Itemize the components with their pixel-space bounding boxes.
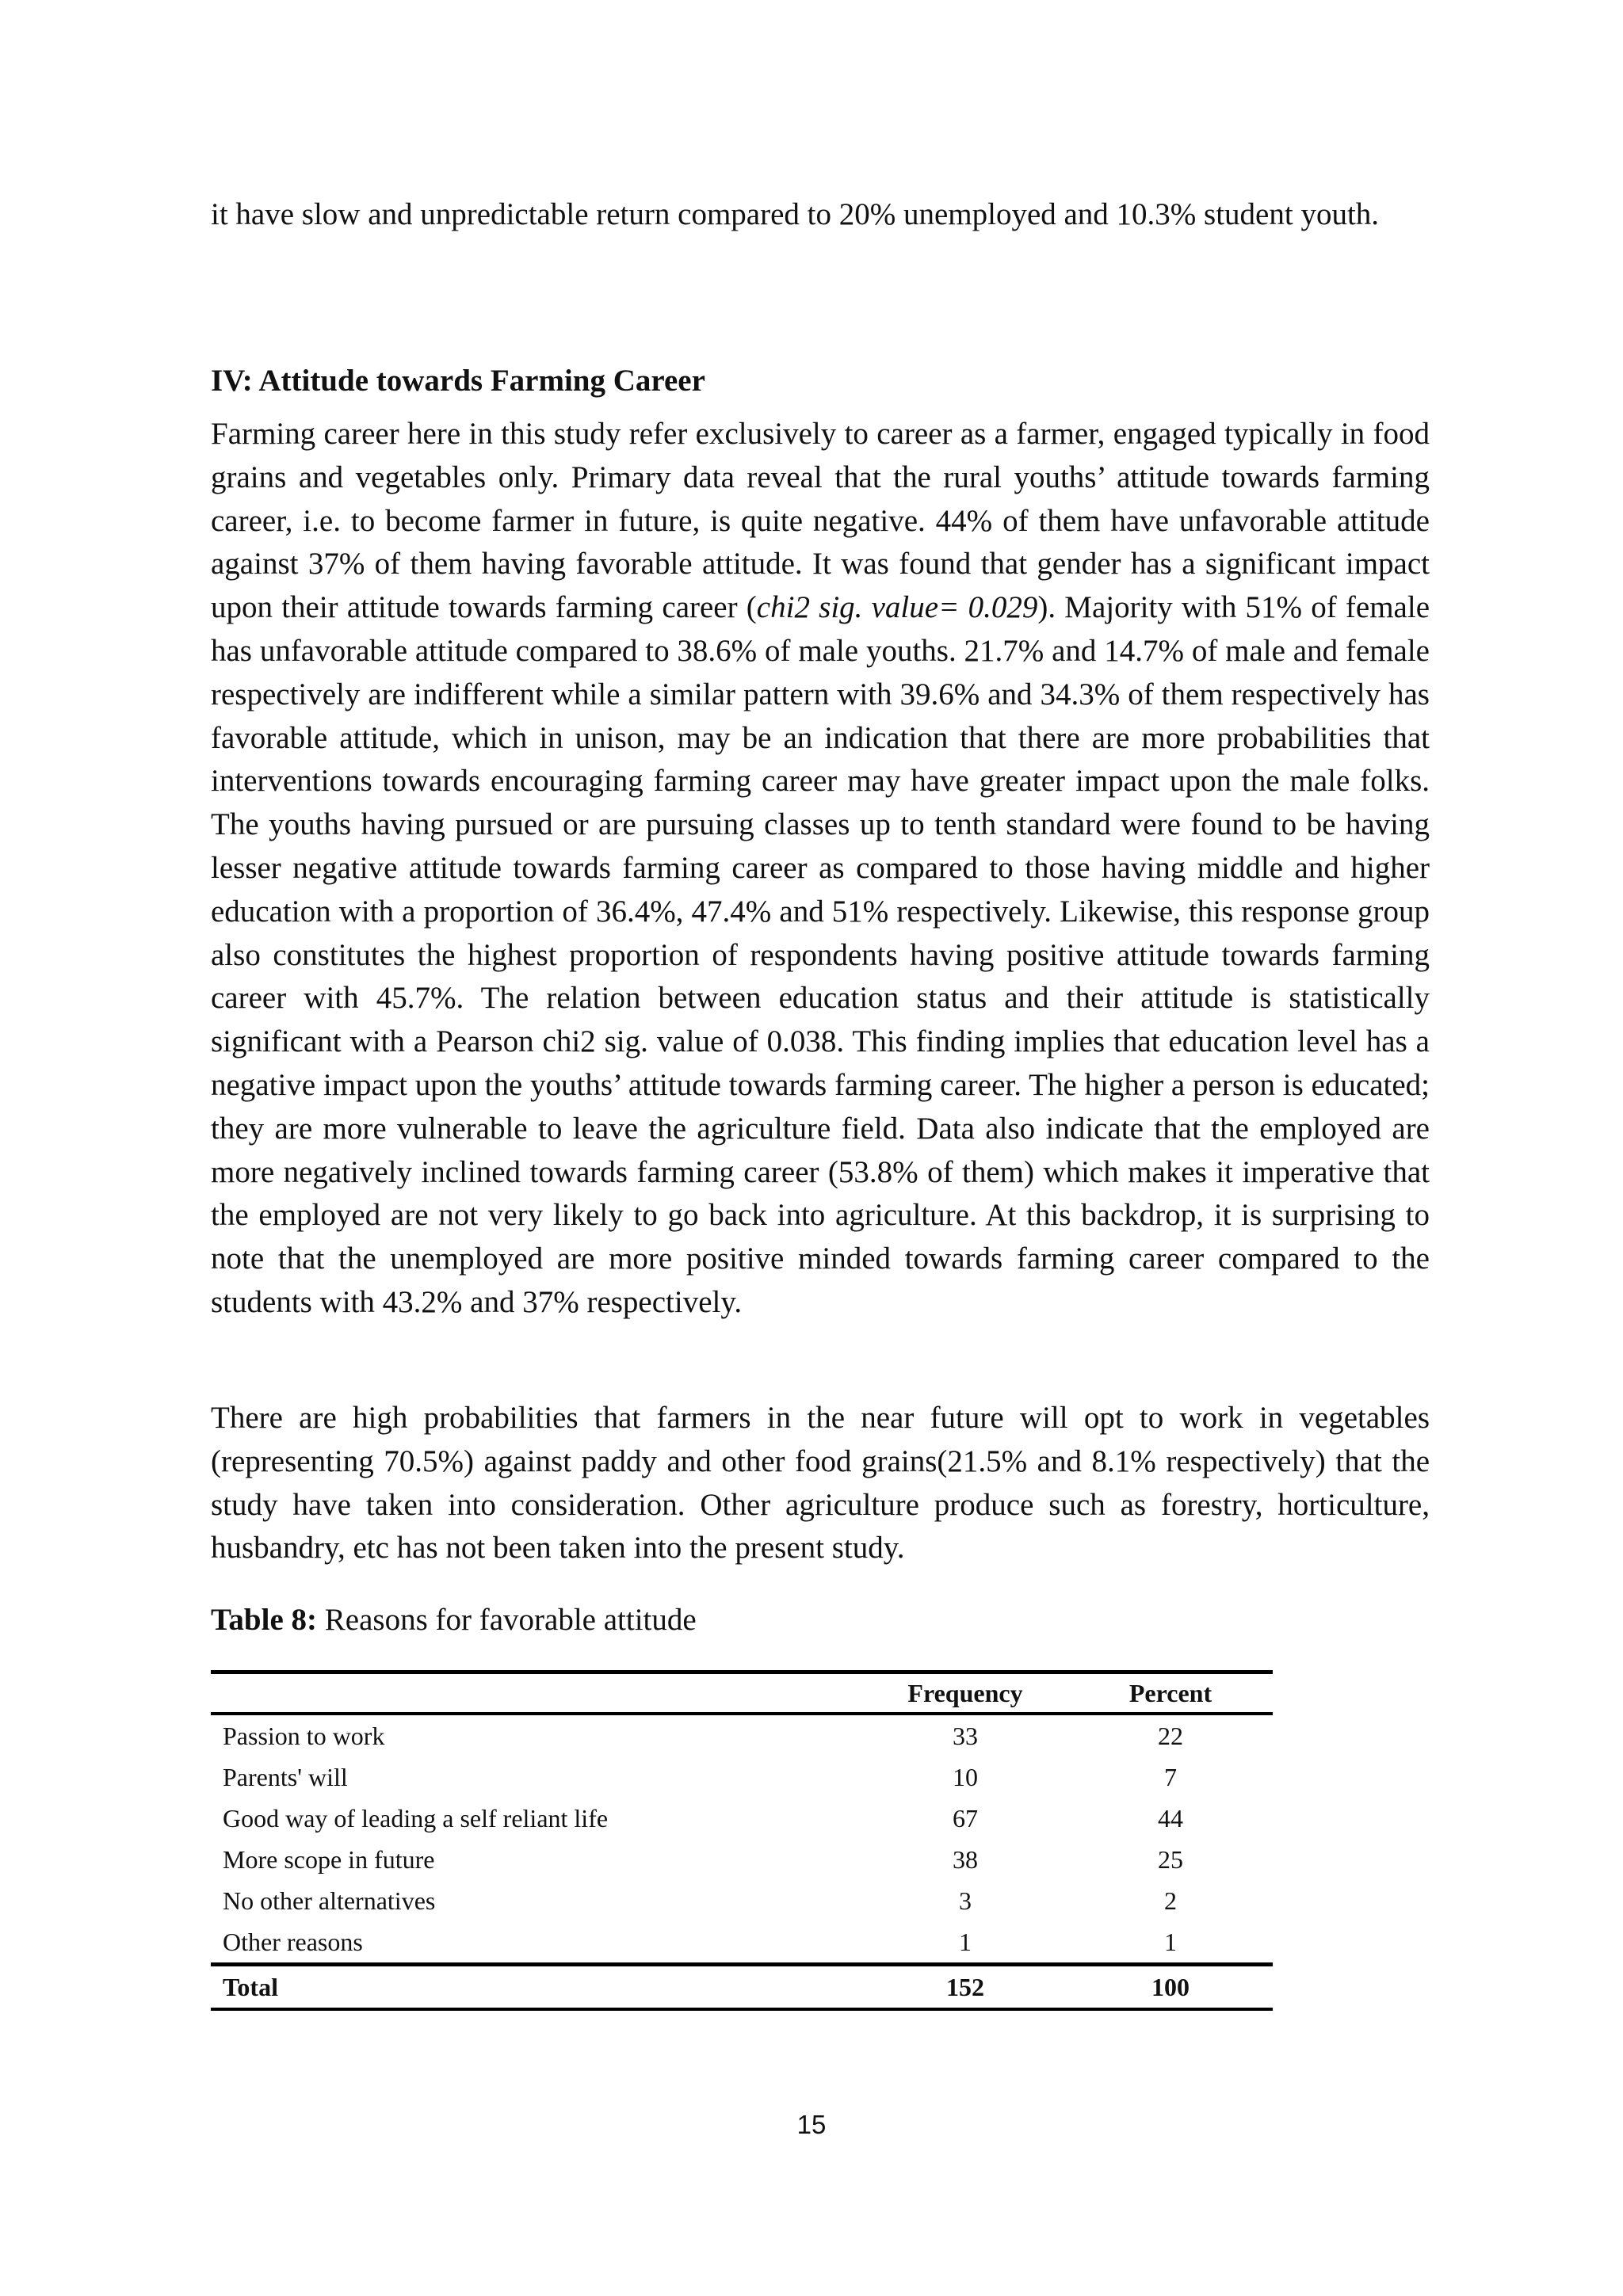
table-row <box>211 1880 1273 1921</box>
farming-text-part-1: Farming career here in this study refer exclusively to career as a farmer, engaged typically in food grains and vegetables only. Primary data reveal that the rural youths’ attitude towards farming career, i.e. to become farmer in future, is quite negative. 44% of them have unfavorable attitude against 37% of them having favorable attitude. It was found that gender has a significant impact upon their attitude towards farming career ( <box>211 417 1430 625</box>
page-number: 15 <box>796 2110 827 2139</box>
reasons-table <box>211 1670 1273 2011</box>
probability-paragraph: There are high probabilities that farmers in the near future will opt to work in vegetables (representing 70.5%) against paddy and other food grains(21.5% and 8.1% respectively) that the study have taken into consideration. Other agriculture produce such as forestry, horticulture, husbandry, etc has not been taken into the present study. <box>211 1401 1430 1566</box>
row-label: More scope in future <box>223 1845 435 1874</box>
row-percent: 2 <box>1164 1886 1177 1915</box>
row-label: Parents' will <box>223 1763 348 1791</box>
table-header-row <box>211 1672 1273 1714</box>
row-frequency: 33 <box>953 1722 978 1750</box>
table-row <box>211 1714 1273 1756</box>
row-percent: 22 <box>1158 1722 1183 1750</box>
table-caption-text: Reasons for favorable attitude <box>317 1603 697 1637</box>
section-heading: IV: Attitude towards Farming Career <box>211 364 705 398</box>
table-container <box>211 1670 1273 2011</box>
total-label: Total <box>211 1965 862 2010</box>
total-percent: 100 <box>1068 1965 1273 2010</box>
header-frequency: Frequency <box>862 1672 1068 1714</box>
row-label: Passion to work <box>223 1722 385 1750</box>
table-row <box>211 1798 1273 1839</box>
farming-text-part-2: ). Majority with 51% of female has unfavorable attitude compared to 38.6% of male youths. 21.7% and 14.7% of male and female respectively are indifferent while a similar pattern with 39.6% and 34.3% of them respectively has favorable attitude, which in unison, may be an indication that there are more probabilities that interventions towards encouraging farming career may have greater impact upon the male folks. The youths having pursued or are pursuing classes up to tenth standard were found to be having lesser negative attitude towards farming career as compared to those having middle and higher education with a proportion of 36.4%, 47.4% and 51% respectively. Likewise, this response group also constitutes the highest proportion of respondents having positive attitude towards farming career with 45.7%. The relation between education status and their attitude is statistically significant with a Pearson chi2 sig. value of 0.038. This finding implies that education level has a negative impact upon the youths’ attitude towards farming career. The higher a person is educated; they are more vulnerable to leave the agriculture field. Data also indicate that the employed are more negatively inclined towards farming career (53.8% of them) which makes it imperative that the employed are not very likely to go back into agriculture. At this backdrop, it is surprising to note that the unemployed are more positive minded towards farming career compared to the students with 43.2% and 37% respectively. <box>211 590 1430 1319</box>
row-frequency: 38 <box>953 1845 978 1874</box>
table-row <box>211 1839 1273 1880</box>
table-caption-label: Table 8: <box>211 1603 318 1637</box>
table-row <box>211 1756 1273 1798</box>
table-row <box>211 1921 1273 1965</box>
row-label: Good way of leading a self reliant life <box>223 1804 609 1833</box>
row-frequency: 1 <box>862 1921 1068 1965</box>
farming-career-paragraph <box>211 413 1430 1325</box>
continued-paragraph: it have slow and unpredictable return compared to 20% unemployed and 10.3% student youth. <box>211 197 1380 231</box>
row-percent: 1 <box>1068 1921 1273 1965</box>
row-percent: 25 <box>1158 1845 1183 1874</box>
row-percent: 44 <box>1158 1804 1183 1833</box>
row-label: Other reasons <box>211 1921 862 1965</box>
table-caption <box>211 1599 697 1642</box>
header-percent: Percent <box>1068 1672 1273 1714</box>
table-total-row <box>211 1965 1273 2010</box>
row-frequency: 3 <box>959 1886 972 1915</box>
chi2-value: chi2 sig. value= 0.029 <box>756 590 1038 625</box>
total-frequency: 152 <box>862 1965 1068 2010</box>
row-frequency: 67 <box>953 1804 978 1833</box>
row-frequency: 10 <box>953 1763 978 1791</box>
row-label: No other alternatives <box>223 1886 436 1915</box>
row-percent: 7 <box>1164 1763 1177 1791</box>
header-label <box>211 1672 862 1714</box>
